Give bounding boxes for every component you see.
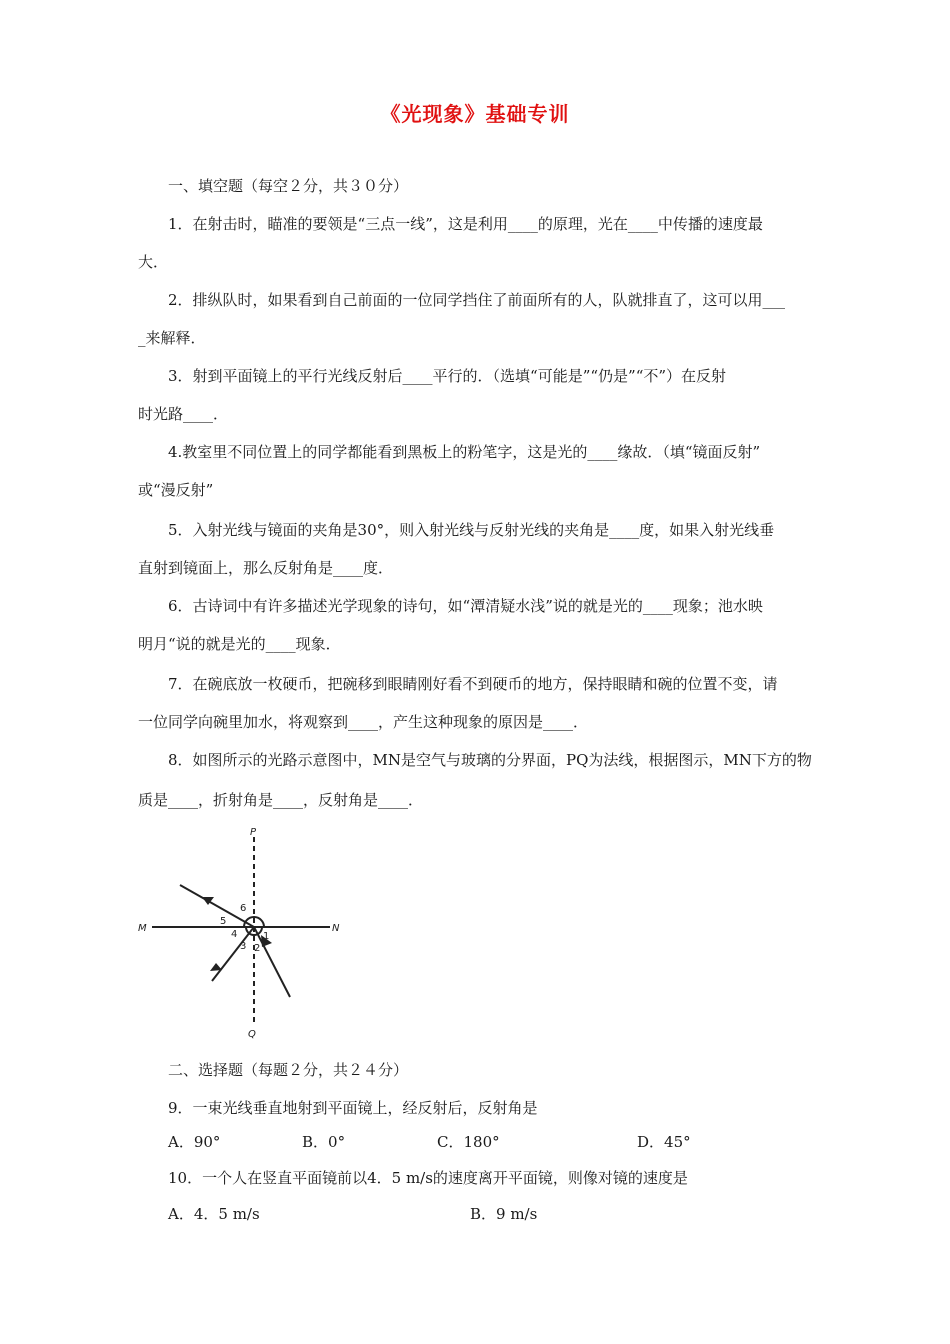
angle-label-3: 3 [240, 941, 247, 952]
incident-ray [254, 927, 290, 997]
page-title: 《光现象》基础专训 [380, 102, 570, 126]
refracted-ray-arrowhead [210, 963, 222, 971]
angle-label-2: 2 [254, 943, 261, 954]
q10-stem: 10．一个人在竖直平面镜前以4．5 m/s的速度离开平面镜，则像对镜的速度是 [168, 1169, 688, 1187]
q9-stem: 9．一束光线垂直地射到平面镜上，经反射后，反射角是 [168, 1099, 538, 1117]
q9-option-c: C．180° [437, 1133, 500, 1151]
q10-option-b: B．9 m/s [470, 1205, 538, 1223]
q6-line1: 6．古诗词中有许多描述光学现象的诗句，如“潭清疑水浅”说的就是光的____现象；池水映 [168, 597, 763, 615]
q2-line2: _来解释． [138, 329, 206, 347]
q2-line1: 2．排纵队时，如果看到自己前面的一位同学挡住了前面所有的人，队就排直了，这可以用___ [168, 291, 786, 309]
q3-line1: 3．射到平面镜上的平行光线反射后____平行的．（选填“可能是”“仍是”“不”）在反射 [168, 367, 727, 385]
q6-line2: 明月“说的就是光的____现象． [138, 635, 341, 653]
section2-heading: 二、选择题（每题２分，共２４分） [168, 1061, 409, 1079]
q1-line1: 1．在射击时，瞄准的要领是“三点一线”，这是利用____的原理，光在____中传播的速度最 [168, 215, 763, 233]
label-m: M [138, 923, 147, 934]
label-q: Q [248, 1029, 256, 1040]
q4-line1: 4.教室里不同位置上的同学都能看到黑板上的粉笔字，这是光的____缘故．（填“镜面反射” [168, 443, 761, 461]
q4-line2: 或“漫反射” [138, 481, 214, 499]
q1-line2: 大． [138, 253, 169, 271]
q8-line2: 质是____，折射角是____，反射角是____． [138, 791, 424, 809]
q10-option-a: A．4．5 m/s [168, 1205, 260, 1223]
q9-option-d: D．45° [637, 1133, 691, 1151]
q9-option-b: B．0° [302, 1133, 346, 1151]
angle-label-4: 4 [231, 929, 238, 940]
q8-line1: 8．如图所示的光路示意图中，MN是空气与玻璃的分界面，PQ为法线，根据图示，MN下方的物 [168, 751, 812, 769]
q7-line1: 7．在碗底放一枚硬币，把碗移到眼睛刚好看不到硬币的地方，保持眼睛和碗的位置不变，请 [168, 675, 778, 693]
section1-heading: 一、填空题（每空２分，共３０分） [168, 177, 409, 195]
label-p: P [250, 827, 257, 838]
q9-option-a: A．90° [168, 1133, 221, 1151]
angle-label-5: 5 [220, 916, 227, 927]
q5-line2: 直射到镜面上，那么反射角是____度． [138, 559, 394, 577]
angle-label-1: 1 [263, 931, 270, 942]
light-path-diagram [130, 825, 360, 1040]
angle-label-6: 6 [240, 903, 247, 914]
q3-line2: 时光路____． [138, 405, 229, 423]
q7-line2: 一位同学向碗里加水，将观察到____，产生这种现象的原因是____． [138, 713, 589, 731]
label-n: N [332, 923, 340, 934]
q5-line1: 5．入射光线与镜面的夹角是30°，则入射光线与反射光线的夹角是____度，如果入射光线垂 [168, 521, 775, 539]
